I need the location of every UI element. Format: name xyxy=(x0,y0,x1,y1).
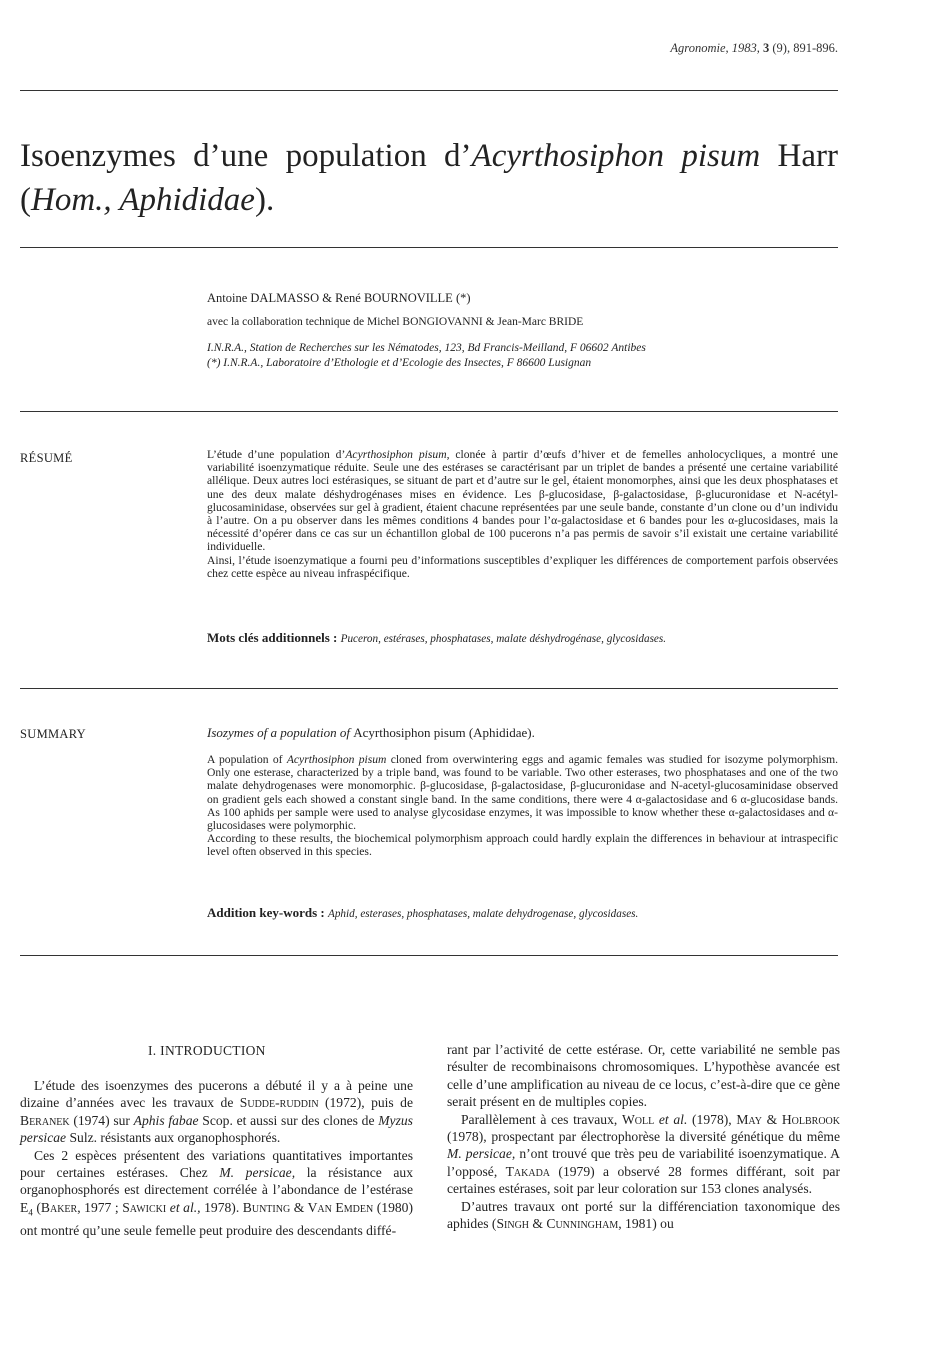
resume-label: RÉSUMÉ xyxy=(20,451,73,465)
journal-year: 1983, xyxy=(728,41,763,55)
journal-volume: 3 xyxy=(763,41,770,55)
resume-paragraph-1: L’étude d’une population d’Acyrthosiphon pisum, clonée à partir d’œufs d’hiver et de femelles anholocycliques, a montré une variabilité isoenzymatique réduite. Seule une des estérases se caractérisant par un triplet de bandes a présenté une certaine variabilité allélique. Deux autres loci estérasiques, se situant de part et d’autre sur le gel, étaient monomorphes, ainsi que les deux phosphatases et une des deux malate déshydrogénases mises en évidence. Les β-glucosidase, β-galactosidase, β-glucuronidase et N-acétyl-glucosaminidase, observées sur gel à gradient, étaient chacune représentées par une seule bande, constante d’un clone ou d’un individu à l’autre. On a pu observer dans les mêmes conditions 4 bandes pour l’α-galactosidase et 6 bandes pour les α-glucosidases, mais la nécessité d’opérer dans ce cas sur un échantillon global de 100 pucerons n’a pas permis de savoir s’il existait une certaine variabilité individuelle. xyxy=(207,448,838,554)
resume-rule xyxy=(20,688,838,689)
intro-right-column xyxy=(447,1041,840,1232)
resume-text xyxy=(207,448,838,580)
intro-right-paragraph-1: rant par l’activité de cette estérase. Or, cette variabilité ne semble pas résulter de recombinaisons chromosomiques. L’hypothèse avancée est celle d’une amplification au niveau de ce locus, c’est-à-dire que ce gène serait présent en de multiples copies. xyxy=(447,1042,840,1110)
collaboration: avec la collaboration technique de Michel BONGIOVANNI & Jean-Marc BRIDE xyxy=(207,316,584,328)
section-heading-introduction: I. INTRODUCTION xyxy=(148,1043,266,1058)
journal-reference xyxy=(670,41,838,56)
resume-keywords-label: Mots clés additionnels : xyxy=(207,630,341,645)
affiliation-1: I.N.R.A., Station de Recherches sur les Nématodes, 123, Bd Francis-Meilland, F 06602 Antibes xyxy=(207,342,646,354)
title-rule xyxy=(20,247,838,248)
intro-left-paragraph-2: Ces 2 espèces présentent des variations quantitatives importantes pour certaines estérases. Chez M. persicae, la résistance aux organophosphorés est directement corrélée à l’abondance de l’estérase $E_4$ (Baker, 1977 ; Sawicki et al., 1978). Bunting & Van Emden (1980) ont montré qu’une seule femelle peut produire des descendants diffé- xyxy=(20,1147,414,1238)
intro-left-column xyxy=(20,1077,413,1239)
journal-issue-pages: (9), 891-896. xyxy=(769,41,838,55)
affiliation-2: (*) I.N.R.A., Laboratoire d’Ethologie et d’Ecologie des Insectes, F 86600 Lusignan xyxy=(207,356,592,369)
title-taxon: Hom., Aphididae xyxy=(31,182,255,218)
intro-right-paragraph-2: Parallèlement à ces travaux, Woll et al. (1978), May & Holbrook (1978), prospectant par électrophorèse la diversité génétique du même M. persicae, n’ont trouvé que très peu de variabilité isoenzymatique. A l’opposé, Takada (1979) a observé 28 formes différant, soit par certaines estérases, soit par leur coloration sur 153 clones analysés. xyxy=(447,1111,841,1197)
summary-paragraph-2: According to these results, the biochemical polymorphism approach could hardly explain the differences in behaviour at intraspecific level often observed in this species. xyxy=(207,832,838,859)
summary-paragraph-1: A population of Acyrthosiphon pisum cloned from overwintering eggs and agamic females was studied for isozyme polymorphism. Only one esterase, characterized by a triple band, was found to be variable. Two other esterases, two phosphatases and one of the two malate dehydrogenases were monomorphic. β-glucosidase, β-galactosidase, β-glucuronidase and N-acetyl-glucosaminidase observed on gradient gels each showed a constant single band. In the same conditions, there were 4 α-galactosidase and 6 α-glucosidase bands. As 100 aphids per sample were used to analyse glycosidase enzymes, it was impossible to know whether these α-galactosidases and α-glucosidases were polymorphic. xyxy=(207,753,838,833)
intro-right-paragraph-3: D’autres travaux ont porté sur la différenciation taxonomique des aphides (Singh & Cunningham, 1981) ou xyxy=(447,1198,840,1232)
resume-paragraph-2: Ainsi, l’étude isoenzymatique a fourni peu d’informations susceptibles d’expliquer les différences de comportement parfois observées chez cette espèce au niveau infraspécifique. xyxy=(207,553,838,580)
resume-keywords xyxy=(207,630,666,646)
summary-text xyxy=(207,753,838,859)
journal-name: Agronomie, xyxy=(670,41,729,55)
title-species: Acyrthosiphon pisum xyxy=(471,138,761,174)
intro-left-paragraph-1: L’étude des isoenzymes des pucerons a débuté il y a à peine une dizaine d’années avec les travaux de Sudde-ruddin (1972), puis de Beranek (1974) sur Aphis fabae Scop. et aussi sur des clones de Myzus persicae Sulz. résistants aux organophosphorés. xyxy=(20,1078,413,1146)
summary-keywords-text: Aphid, esterases, phosphatases, malate dehydrogenase, glycosidases. xyxy=(328,908,639,920)
summary-rule xyxy=(20,955,838,956)
summary-title: Isozymes of a population of Acyrthosiphon pisum (Aphididae). xyxy=(207,725,535,740)
summary-label: SUMMARY xyxy=(20,727,87,741)
authors: Antoine DALMASSO & René BOURNOVILLE (*) xyxy=(207,291,471,305)
top-rule xyxy=(20,90,838,91)
authors-rule xyxy=(20,411,838,412)
summary-keywords-label: Addition key-words : xyxy=(207,905,328,920)
article-title: Isoenzymes d’une population d’Acyrthosiphon pisum Harr (Hom., Aphididae). xyxy=(20,138,838,218)
affiliations xyxy=(207,341,646,370)
resume-keywords-text: Puceron, estérases, phosphatases, malate déshydrogénase, glycosidases. xyxy=(340,633,667,645)
summary-keywords xyxy=(207,905,638,921)
